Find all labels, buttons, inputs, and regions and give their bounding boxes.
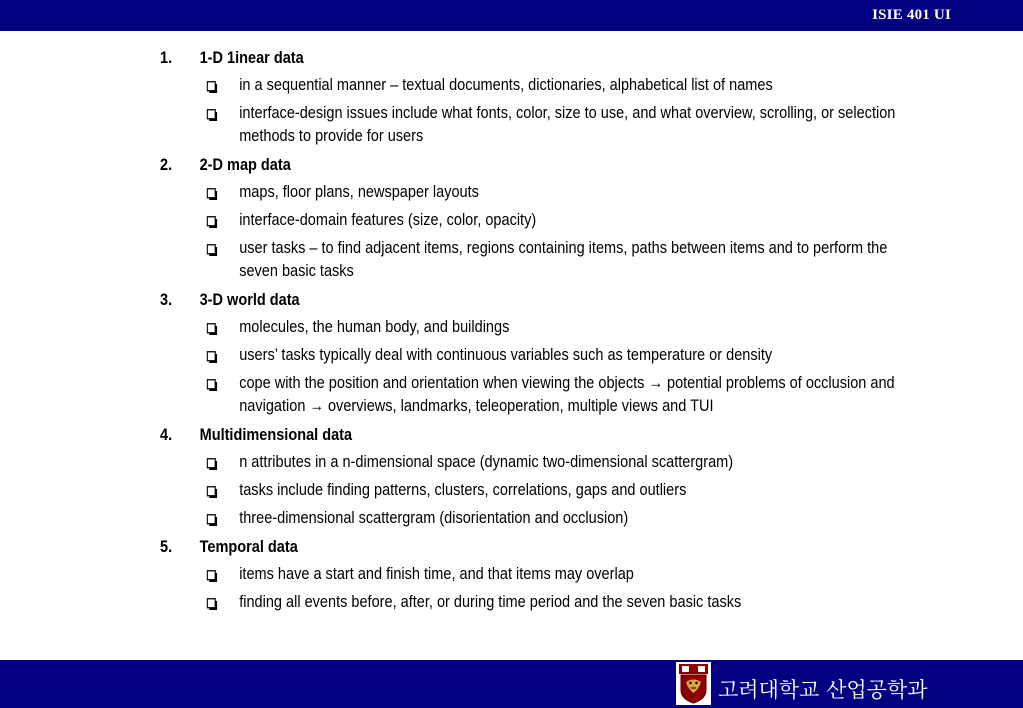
section-number: 5. <box>160 538 173 556</box>
section-number: 4. <box>160 426 173 444</box>
checkbox-bullet-icon <box>207 458 218 470</box>
bullet-text: user tasks – to find adjacent items, regions containing items, paths between items and to perform the seven basic tasks <box>239 239 888 280</box>
outline-section <box>19 421 919 533</box>
bullet-text: cope with the position and orientation when viewing the objects → potential problems of occlusion and navigation → overviews, landmarks, teleoperation, multiple views and TUI <box>239 374 895 415</box>
section-heading <box>19 151 919 179</box>
section-number: 2. <box>160 156 173 174</box>
checkbox-bullet-icon <box>207 570 218 582</box>
bullet-item <box>19 561 908 589</box>
checkbox-bullet-icon <box>207 486 218 498</box>
section-title: 2-D map data <box>199 156 291 174</box>
section-title: Temporal data <box>199 538 298 556</box>
section-heading <box>19 533 919 561</box>
outline-section <box>19 286 919 421</box>
bullet-list <box>19 179 919 286</box>
bullet-text: molecules, the human body, and buildings <box>239 318 510 336</box>
checkbox-bullet-icon <box>207 514 218 526</box>
checkbox-bullet-icon <box>207 323 218 335</box>
bullet-item <box>19 207 908 235</box>
university-emblem-icon <box>676 662 711 705</box>
section-heading <box>19 286 919 314</box>
course-title: ISIE 401 UI <box>872 7 951 23</box>
bullet-text: items have a start and finish time, and that items may overlap <box>239 565 634 583</box>
slide-body <box>19 44 919 617</box>
checkbox-bullet-icon <box>207 109 218 121</box>
checkbox-bullet-icon <box>207 244 218 256</box>
bullet-item <box>19 505 908 533</box>
bullet-item <box>19 314 908 342</box>
checkbox-bullet-icon <box>207 188 218 200</box>
section-title: 3-D world data <box>199 291 300 309</box>
bullet-text: tasks include finding patterns, clusters, correlations, gaps and outliers <box>239 481 687 499</box>
section-number: 3. <box>160 291 173 309</box>
bullet-text: interface-design issues include what fonts, color, size to use, and what overview, scrolling, or selection methods to provide for users <box>239 104 896 145</box>
section-heading <box>19 421 919 449</box>
bullet-text: users’ tasks typically deal with continuous variables such as temperature or density <box>239 346 773 364</box>
section-heading <box>19 44 919 72</box>
checkbox-bullet-icon <box>207 216 218 228</box>
bullet-item <box>19 589 908 617</box>
bullet-item <box>19 235 908 286</box>
checkbox-bullet-icon <box>207 379 218 391</box>
outline-section <box>19 44 919 151</box>
bullet-item <box>19 449 908 477</box>
bullet-list <box>19 72 919 151</box>
bullet-item <box>19 342 908 370</box>
outline-section <box>19 151 919 286</box>
bullet-item <box>19 370 908 421</box>
outline-section <box>19 533 919 617</box>
bullet-item <box>19 72 908 100</box>
bullet-list <box>19 449 919 533</box>
section-title: 1-D 1inear data <box>199 49 304 67</box>
bullet-text: in a sequential manner – textual documents, dictionaries, alphabetical list of names <box>239 76 773 94</box>
bullet-text: three-dimensional scattergram (disorientation and occlusion) <box>239 509 629 527</box>
university-name: 고려대학교 산업공학과 <box>718 678 928 702</box>
checkbox-bullet-icon <box>207 81 218 93</box>
bullet-item <box>19 477 908 505</box>
bullet-text: interface-domain features (size, color, opacity) <box>239 211 537 229</box>
bullet-text: finding all events before, after, or during time period and the seven basic tasks <box>239 593 742 611</box>
bullet-text: n attributes in a n-dimensional space (dynamic two-dimensional scattergram) <box>239 453 734 471</box>
section-number: 1. <box>160 49 173 67</box>
bullet-item <box>19 100 908 151</box>
bullet-text: maps, floor plans, newspaper layouts <box>239 183 479 201</box>
bullet-item <box>19 179 908 207</box>
bullet-list <box>19 314 919 421</box>
bullet-list <box>19 561 919 617</box>
checkbox-bullet-icon <box>207 351 218 363</box>
checkbox-bullet-icon <box>207 598 218 610</box>
header-bar <box>0 0 1023 31</box>
section-title: Multidimensional data <box>199 426 353 444</box>
